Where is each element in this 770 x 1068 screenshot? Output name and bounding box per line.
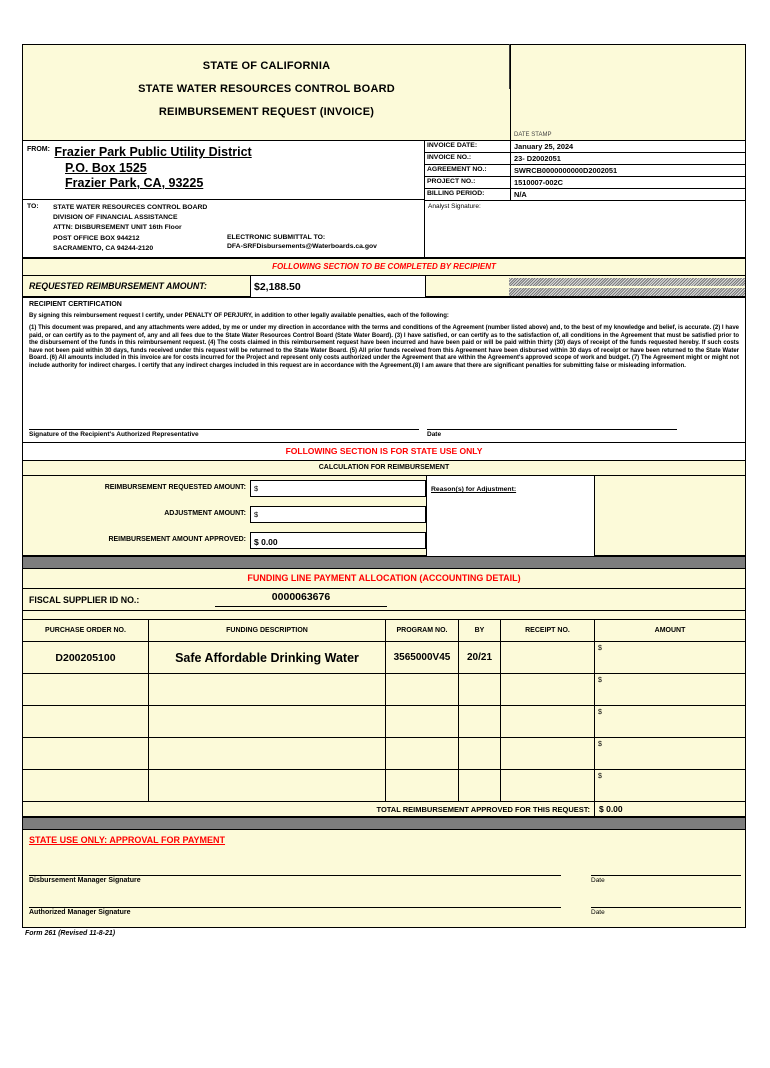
amount-cell[interactable] [595,642,745,673]
table-row [23,674,745,706]
section-divider-bar [23,817,745,830]
table-row [23,770,745,802]
recipient-signature-line[interactable]: Signature of the Recipient's Authorized Representative [29,429,419,438]
amount-cell[interactable] [595,674,745,705]
purchase-order-value: D200205100 [55,651,116,664]
header-receipt-no: RECEIPT NO. [501,620,595,641]
purchase-order-cell[interactable] [23,706,149,737]
agreement-no-row [425,165,745,177]
requested-amount-field[interactable]: $2,188.50 [250,275,426,298]
recipient-signature-row [29,429,739,438]
invoice-date-field[interactable]: January 25, 2024 [514,142,574,151]
certification-title: RECIPIENT CERTIFICATION [29,301,122,308]
amount-cell[interactable] [595,706,745,737]
state-title: STATE OF CALIFORNIA [202,60,331,72]
agreement-no-field[interactable]: SWRCB0000000000D2002051 [514,166,618,175]
program-no-cell[interactable] [386,706,459,737]
adjustment-amount-label: ADJUSTMENT AMOUNT: [164,510,246,517]
project-no-field[interactable]: 1510007-002C [514,178,563,187]
fiscal-supplier-label: FISCAL SUPPLIER ID NO.: [29,595,140,605]
funding-table [23,620,745,817]
header-program-no: PROGRAM NO. [386,620,459,641]
purchase-order-cell[interactable] [23,674,149,705]
electronic-submittal-email: DFA-SRFDisbursements@Waterboards.ca.gov [227,243,377,250]
table-row [23,642,745,674]
program-no-cell[interactable] [386,738,459,769]
reimbursement-requested-field[interactable]: $ [250,480,426,497]
funding-description-cell[interactable] [149,770,386,801]
program-no-cell[interactable] [386,642,459,673]
from-to-column [23,141,425,257]
program-no-cell[interactable] [386,770,459,801]
total-label: TOTAL REIMBURSEMENT APPROVED FOR THIS REQUEST: [23,802,595,816]
invoice-no-field[interactable]: 23- D2002051 [514,154,561,163]
board-title: STATE WATER RESOURCES CONTROL BOARD [138,83,395,95]
hatch-pattern-top [509,278,745,286]
date-stamp-label: DATE STAMP [514,132,552,138]
funding-description-cell[interactable] [149,706,386,737]
funding-description-value: Safe Affordable Drinking Water [175,650,359,665]
recipient-certification [23,298,745,443]
to-line-4: POST OFFICE BOX 944212 [53,234,140,242]
total-amount-field[interactable]: $ 0.00 [599,804,623,814]
state-section-banner: FOLLOWING SECTION IS FOR STATE USE ONLY [23,443,745,461]
project-no-label: PROJECT NO.: [425,177,511,188]
total-row [23,802,745,817]
disbursement-manager-signature-line[interactable]: Disbursement Manager Signature [29,875,561,884]
address-section [23,140,745,257]
requested-amount-row [23,276,745,298]
reimbursement-request-form [22,44,746,928]
receipt-no-cell[interactable] [501,770,595,801]
form-title-block [23,45,510,140]
authorized-manager-date-line[interactable]: Date [591,907,741,916]
receipt-no-value [501,642,594,673]
from-address2-field[interactable]: Frazier Park, CA, 93225 [65,176,204,190]
header-purchase-order: PURCHASE ORDER NO. [23,620,149,641]
to-line-1: STATE WATER RESOURCES CONTROL BOARD [53,204,208,211]
invoice-date-row [425,141,745,153]
from-block [23,141,424,199]
disbursement-manager-date-line[interactable]: Date [591,875,741,884]
amount-approved-field[interactable]: $ 0.00 [250,532,426,549]
analyst-signature-label: Analyst Signature: [428,203,481,210]
amount-cell[interactable] [595,738,745,769]
approval-banner: STATE USE ONLY: APPROVAL FOR PAYMENT [29,835,226,845]
from-label: FROM: [27,146,50,153]
to-line-3: ATTN: DISBURSEMENT UNIT 16th Floor [53,224,182,232]
purchase-order-cell[interactable] [23,738,149,769]
form-header [23,45,745,140]
to-block [23,199,424,257]
table-row [23,738,745,770]
invoice-date-label: INVOICE DATE: [425,141,511,152]
electronic-submittal [227,233,377,251]
receipt-no-cell[interactable] [501,706,595,737]
analyst-signature-area[interactable] [425,201,745,257]
approval-section [23,830,745,927]
dollar-sign: $ [598,677,602,684]
scanned-form-page [0,44,770,937]
to-label: TO: [27,203,39,210]
recipient-signature-date-line[interactable]: Date [427,429,677,438]
header-by: BY [459,620,501,641]
project-no-row [425,177,745,189]
by-cell[interactable] [459,674,501,705]
billing-period-field[interactable]: N/A [514,190,527,199]
billing-period-row [425,189,745,201]
by-cell[interactable] [459,770,501,801]
by-cell[interactable] [459,642,501,673]
dollar-sign: $ [598,741,602,748]
requested-amount-label: REQUESTED REIMBURSEMENT AMOUNT: [29,281,207,291]
invoice-no-label: INVOICE NO.: [425,153,511,164]
program-no-cell[interactable] [386,674,459,705]
funding-description-cell[interactable] [149,674,386,705]
dollar-sign: $ [598,645,602,652]
invoice-no-row [425,153,745,165]
dollar-sign: $ [598,773,602,780]
fiscal-supplier-row [23,589,745,611]
adjustment-amount-field[interactable]: $ [250,506,426,523]
purchase-order-cell[interactable] [23,642,149,673]
header-amount: AMOUNT [654,627,686,634]
table-row [23,706,745,738]
funding-description-cell[interactable] [149,642,386,673]
by-cell[interactable] [459,738,501,769]
certification-intro: By signing this reimbursement request I certify, under PENALTY OF PERJURY, in addition to other legally available penalties, each of the following: [29,313,449,319]
adjustment-reasons-label: Reason(s) for Adjustment: [431,486,517,493]
reimbursement-requested-label: REIMBURSEMENT REQUESTED AMOUNT: [104,484,246,491]
receipt-no-cell[interactable] [501,642,595,673]
calculation-section [23,476,745,556]
fiscal-supplier-field[interactable]: 0000063676 [215,591,387,607]
recipient-section-banner: FOLLOWING SECTION TO BE COMPLETED BY RECIPIENT [23,257,745,276]
authorized-manager-signature-line[interactable]: Authorized Manager Signature [29,907,561,916]
agreement-no-label: AGREEMENT NO.: [425,165,511,176]
amount-approved-label: REIMBURSEMENT AMOUNT APPROVED: [108,536,246,543]
to-line-2: DIVISION OF FINANCIAL ASSISTANCE [53,214,178,222]
adjustment-reasons-box[interactable] [426,476,595,556]
funding-table-header [23,620,745,642]
by-value: 20/21 [466,652,493,663]
certification-body: (1) This document was prepared, and any attachments were added, by me or under my direction in accordance with the terms and conditions of the Agreement (number listed above) and, to the best of my knowledge and belief, is accurate. (2) I have paid, or can certify as to the payment of, any and all fees due to the State Water Resources Control Board (State Water Board). (3) I have satisfied, or can certify as to the satisfaction of, all conditions in the Agreement that must be satisfied prior to the disbursement of the funds in this reimbursement request. (4) The costs claimed in this reimbursement request have been incurred and have been paid or will be paid within thirty (30) days of receipt of the funds requested hereby. If such costs have not been paid within 30 days, funds received under this request will be returned to the State Water Board. (5) All prior funds received from this Agreement have been disbursed within 30 days of receipt or have been returned to the State Water Board. (6) All amounts included in this invoice are for costs incurred for the Project and represent only costs authorized under the Agreement that are within the Agreement's approved scope of work and budget. (7) The Agreement might or might not include authority for indirect charges. I certify that any indirect charges included in this request are in accordance with the Agreement.(8) I am aware that there are significant penalties for submitting false or misleading information. [29,325,739,369]
dollar-sign: $ [598,709,602,716]
calculation-title: CALCULATION FOR REIMBURSEMENT [23,461,745,476]
electronic-submittal-label: ELECTRONIC SUBMITTAL TO: [227,234,326,241]
amount-cell[interactable] [595,770,745,801]
hatch-pattern-bottom [509,288,745,296]
receipt-no-cell[interactable] [501,738,595,769]
funding-description-cell[interactable] [149,738,386,769]
purchase-order-cell[interactable] [23,770,149,801]
invoice-info-column [425,141,745,257]
funding-section-banner: FUNDING LINE PAYMENT ALLOCATION (ACCOUNTING DETAIL) [23,569,745,589]
by-cell[interactable] [459,706,501,737]
receipt-no-cell[interactable] [501,674,595,705]
from-name-field[interactable]: Frazier Park Public Utility District [54,145,252,159]
from-address1-field[interactable]: P.O. Box 1525 [65,161,147,175]
date-stamp-box [510,45,745,140]
program-no-value: 3565000V45 [393,652,451,663]
header-funding-description: FUNDING DESCRIPTION [149,620,386,641]
form-number-footer: Form 261 (Revised 11-8-21) [25,930,116,937]
to-line-5: SACRAMENTO, CA 94244-2120 [53,244,154,252]
billing-period-label: BILLING PERIOD: [425,189,511,200]
section-divider-bar [23,556,745,569]
form-title: REIMBURSEMENT REQUEST (INVOICE) [158,106,375,118]
spacer [23,611,745,620]
